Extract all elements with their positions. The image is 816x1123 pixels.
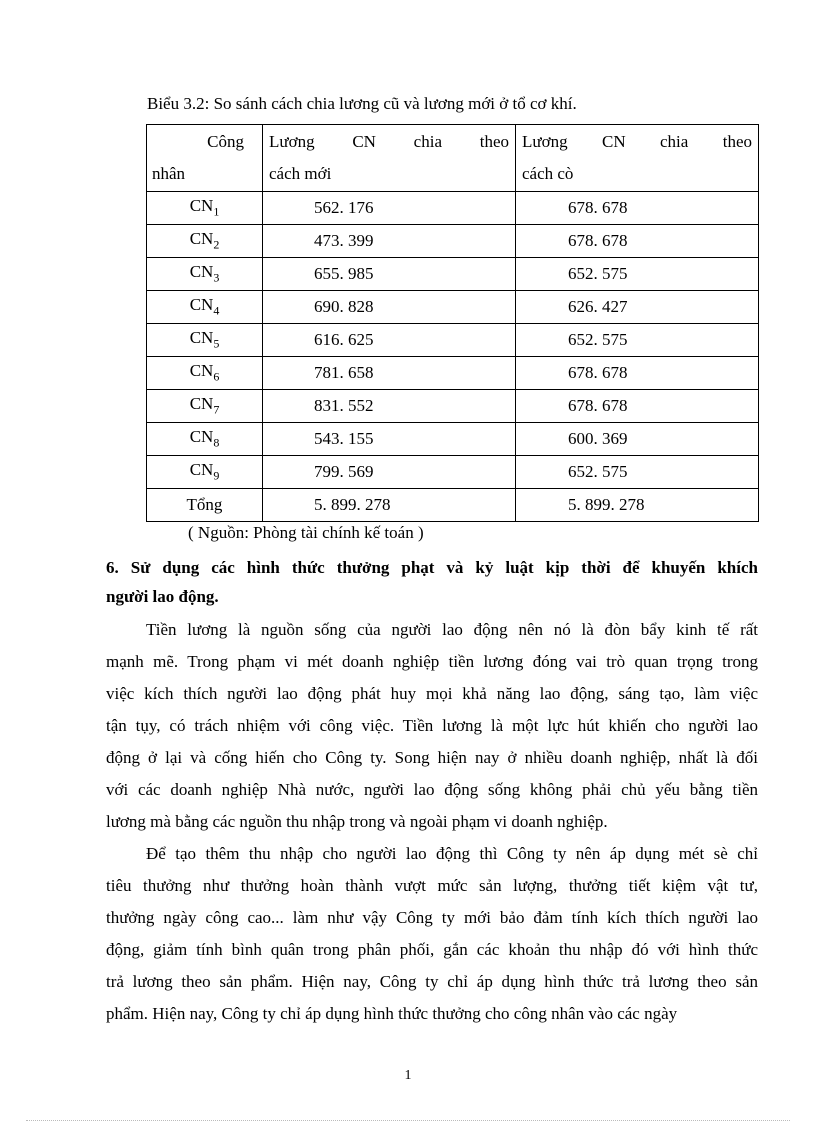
paragraph-line: việc kích thích người lao động phát huy mọi khả năng lao động, sáng tạo, làm việc <box>106 684 758 703</box>
page-number: 1 <box>404 1068 412 1083</box>
new-method-value: 655. 985 <box>263 258 516 291</box>
table-row <box>147 258 759 291</box>
new-method-value: 690. 828 <box>263 291 516 324</box>
table-caption: Biểu 3.2: So sánh cách chia lương cũ và lương mới ở tổ cơ khí. <box>147 94 577 113</box>
new-method-value: 831. 552 <box>263 390 516 423</box>
old-method-value: 678. 678 <box>516 357 759 390</box>
worker-label: $CN_7$ <box>147 390 263 423</box>
paragraph-line: động, giảm tính bình quân trong phân phối, gắn các khoản thu nhập đó với hình thức <box>106 940 758 959</box>
table-row <box>147 357 759 390</box>
old-method-value: 600. 369 <box>516 423 759 456</box>
paragraph-line: trả lương theo sản phẩm. Hiện nay, Công ty chỉ áp dụng hình thức trả lương theo sản <box>106 972 758 991</box>
table-row <box>147 291 759 324</box>
new-method-value: 5. 899. 278 <box>263 489 516 522</box>
worker-label: Tổng <box>147 489 263 522</box>
new-method-value: 616. 625 <box>263 324 516 357</box>
worker-label: $CN_9$ <box>147 456 263 489</box>
paragraph-2 <box>106 838 758 1030</box>
worker-label: $CN_1$ <box>147 192 263 225</box>
table-row <box>147 456 759 489</box>
paragraph-line: với các doanh nghiệp Nhà nước, người lao động sống không phải chủ yếu bằng tiền <box>106 780 758 799</box>
new-method-value: 781. 658 <box>263 357 516 390</box>
worker-label: $CN_4$ <box>147 291 263 324</box>
new-method-value: 799. 569 <box>263 456 516 489</box>
new-method-value: 543. 155 <box>263 423 516 456</box>
worker-label: $CN_6$ <box>147 357 263 390</box>
paragraph-line: lương mà bằng các nguồn thu nhập trong và ngoài phạm vi doanh nghiệp. <box>106 812 608 831</box>
paragraph-line: thưởng ngày công cao... làm như vậy Công ty mới bảo đảm tính kích thích người lao <box>106 908 758 927</box>
table-row <box>147 423 759 456</box>
paragraph-line: tiêu thưởng như thưởng hoàn thành vượt mức sản lượng, thưởng tiết kiệm vật tư, <box>106 876 758 895</box>
table-row <box>147 225 759 258</box>
old-method-value: 652. 575 <box>516 324 759 357</box>
paragraph-line: Để tạo thêm thu nhập cho người lao động thì Công ty nên áp dụng mét sè chỉ <box>146 844 758 863</box>
worker-label: $CN_5$ <box>147 324 263 357</box>
old-method-value: 678. 678 <box>516 390 759 423</box>
salary-comparison-table <box>146 124 759 522</box>
paragraph-line: phẩm. Hiện nay, Công ty chỉ áp dụng hình thức thưởng cho công nhân vào các ngày <box>106 1004 678 1023</box>
header-old-method: Lương CN chia theo cách cò <box>516 125 759 192</box>
paragraph-line: động ở lại và cống hiến cho Công ty. Song hiện nay ở nhiều doanh nghiệp, nhất là đối <box>106 748 758 767</box>
section-heading: 6. Sử dụng các hình thức thưởng phạt và kỷ luật kịp thời để khuyến khích người lao động. <box>106 558 758 606</box>
old-method-value: 626. 427 <box>516 291 759 324</box>
worker-label: $CN_8$ <box>147 423 263 456</box>
paragraph-line: tận tụy, có trách nhiệm với công việc. Tiền lương là một lực hút khiến cho người lao <box>106 716 758 735</box>
table-row <box>147 390 759 423</box>
header-new-method: Lương CN chia theo cách mới <box>263 125 516 192</box>
paragraph-1 <box>106 614 758 838</box>
old-method-value: 652. 575 <box>516 258 759 291</box>
table-source-note: ( Nguồn: Phòng tài chính kế toán ) <box>188 523 424 542</box>
old-method-value: 652. 575 <box>516 456 759 489</box>
header-worker: Công nhân <box>147 125 263 192</box>
paragraph-line: mạnh mẽ. Trong phạm vi mét doanh nghiệp tiền lương đóng vai trò quan trọng trong <box>106 652 758 671</box>
worker-label: $CN_2$ <box>147 225 263 258</box>
table-row <box>147 324 759 357</box>
old-method-value: 678. 678 <box>516 225 759 258</box>
table-row <box>147 192 759 225</box>
old-method-value: 678. 678 <box>516 192 759 225</box>
new-method-value: 562. 176 <box>263 192 516 225</box>
table-row <box>147 489 759 522</box>
table-header-row <box>147 125 759 192</box>
worker-label: $CN_3$ <box>147 258 263 291</box>
paragraph-line: Tiền lương là nguồn sống của người lao động nên nó là đòn bẩy kinh tế rất <box>146 620 758 639</box>
new-method-value: 473. 399 <box>263 225 516 258</box>
old-method-value: 5. 899. 278 <box>516 489 759 522</box>
page-bottom-divider <box>26 1120 790 1121</box>
